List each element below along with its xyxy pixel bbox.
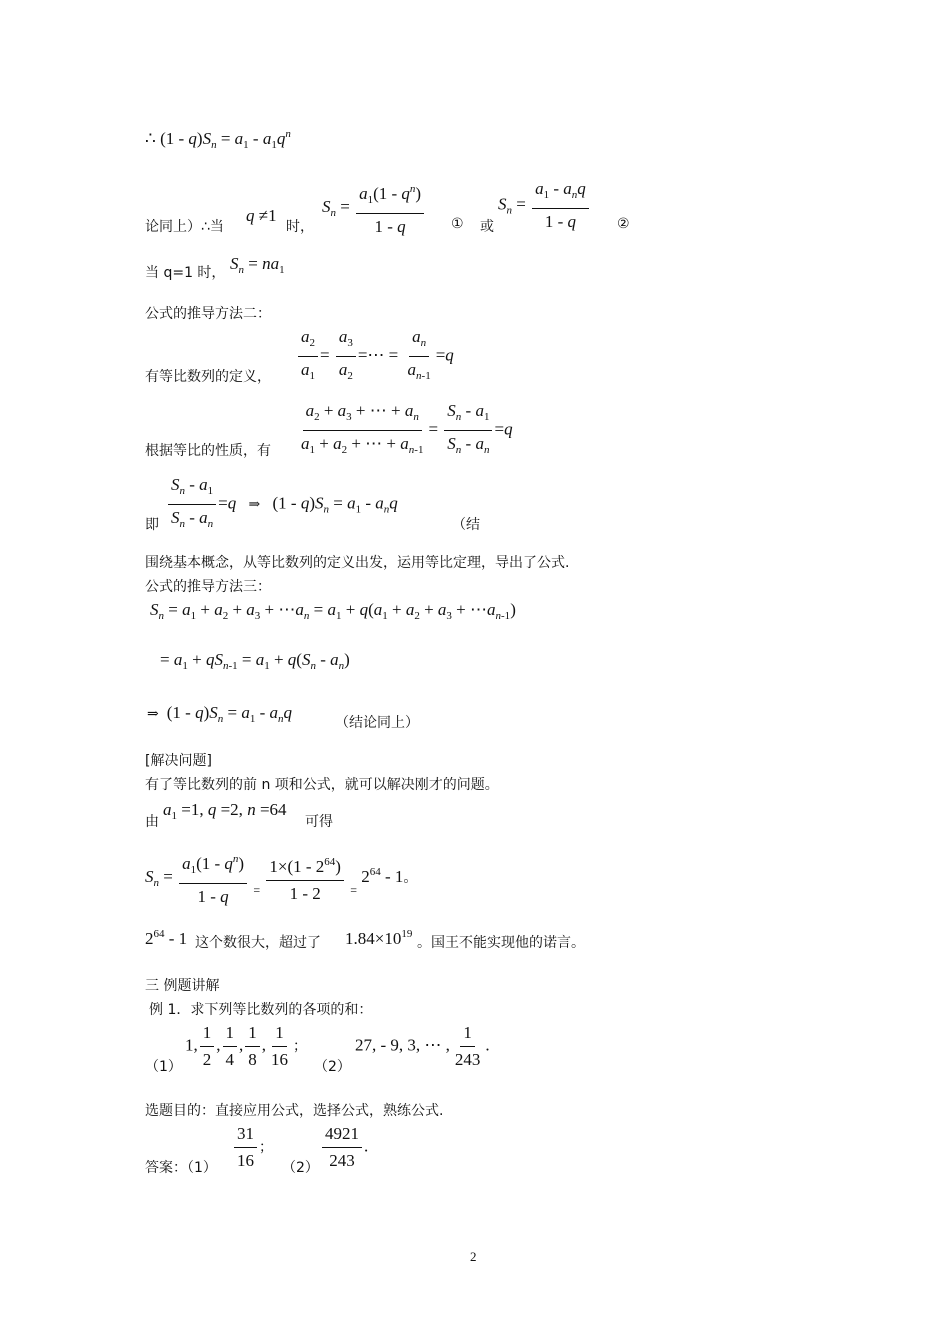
method3-step2-equation: = $a_1 + qS_{n-1} = a_1 + q(S_n - a_n)$ <box>160 650 350 672</box>
example-part2-sequence: 27, - 9, 3, ⋯ , $\frac{1}{243}$ . <box>355 1023 490 1069</box>
solve-text: 有了等比数列的前 n 项和公式，就可以解决刚才的问题。 <box>145 777 499 793</box>
answer-label: 答案：（1） <box>145 1160 217 1176</box>
formula-sum-1: $S_n$ = $\frac{a_1(1 - q^n)}{1 - q}$ <box>322 178 426 238</box>
example-part1-sequence: 1, $\frac{1}{2}$ , $\frac{1}{4}$ , $\frac{1}{8}$ , $\frac{1}{16}$ ； <box>185 1023 307 1069</box>
case-q-eq-1-text: 当 q=1 时， <box>145 265 226 281</box>
method2-result-equation: $\frac{S_n - a_1}{S_n - a_n}$ =q ⇒ $(1 - q)S_n = a_1 - a_nq$ <box>166 474 398 535</box>
formula-sum-1-fraction: $\frac{a_1(1 - q^n)}{1 - q}$ <box>356 178 424 238</box>
section3-title: 三 例题讲解 <box>145 978 220 994</box>
method3-step1-equation: $S_n = a_1 + a_2 + a_3$ + $\cdots a_n = a_1 + q(a_1 + a_2 + a_3$ + $\cdots a_{n-1}$) <box>150 600 516 622</box>
big-number-expression: $2^{64} - 1$ <box>145 928 188 948</box>
or-text: 或 <box>480 219 494 235</box>
ratio-definition-equation: $\frac{a_2}{a_1}$ = $\frac{a_3}{a_2}$ =⋯ = $\frac{a_n}{a_{n-1}}$ =q <box>296 326 454 387</box>
example-part1-label: （1） <box>145 1059 182 1075</box>
big-number-value: $1.84\times 10^{19}$ <box>345 928 413 948</box>
ratio-property-equation: $\frac{a_2 + a_3 + \cdots + a_n}{a_1 + a_2 + \cdots + a_{n-1}}$ = $\frac{S_n - a_1}{S_n - a_n}$ =q <box>301 401 513 456</box>
circle-number-2: ② <box>617 216 630 232</box>
you-text: 由 <box>145 814 159 830</box>
given-values: $a_1 =1$, q =2, n =64 <box>163 800 287 822</box>
page-number: 2 <box>470 1249 477 1264</box>
example-part2-label: （2） <box>314 1059 351 1075</box>
computed-sum-equation: $S_n$ = $\frac{a_1(1 - q^n)}{1 - q}$ $_=$ $\frac{1\times(1 - 2^{64})}{1 - 2}$ $_=$ $2^{64} - 1$。 <box>145 848 417 908</box>
method3-step3-equation: ⇒ $(1 - q)S_n = a_1 - a_nq$ <box>147 703 292 725</box>
method2-property-text: 根据等比的性质，有 <box>145 443 271 459</box>
method2-title: 公式的推导方法二： <box>145 306 271 322</box>
condition-q-ne-1: q ≠1 <box>246 206 277 225</box>
king-text: 。国王不能实现他的诺言。 <box>417 935 585 951</box>
answer-part2-fraction: $\frac{4921}{243}$ . <box>320 1123 368 1172</box>
formula-sum-q1: $S_n = na_1$ <box>230 254 285 276</box>
big-number-text: 这个数很大，超过了 <box>195 935 321 951</box>
formula-sum-2-fraction: $\frac{a_1 - a_nq}{1 - q}$ <box>532 178 589 233</box>
kede-text: 可得 <box>305 814 333 830</box>
case-q-not-1-prefix: 论同上）∴当 <box>145 219 224 235</box>
purpose-text: 选题目的：直接应用公式，选择公式，熟练公式. <box>145 1103 444 1119</box>
formula-sum-2: $S_n$ = $\frac{a_1 - a_nq}{1 - q}$ <box>498 178 591 233</box>
example1-text: 例 1．求下列等比数列的各项的和： <box>149 1002 373 1018</box>
circle-number-1: ① <box>451 216 464 232</box>
answer-part1-fraction: $\frac{31}{16}$ ； <box>232 1123 273 1172</box>
equation-sum-difference: ∴ $(1 - q)S_n = a_1 - a_1q^n$ <box>145 128 291 151</box>
solve-heading: [解决问题] <box>145 753 212 769</box>
method3-title: 公式的推导方法三： <box>145 579 271 595</box>
method2-definition-text: 有等比数列的定义， <box>145 369 271 385</box>
method3-end-note: （结论同上） <box>335 715 419 731</box>
therefore-symbol: ∴ <box>145 129 156 148</box>
method2-conclusion: 围绕基本概念，从等比数列的定义出发，运用等比定理，导出了公式. <box>145 555 570 571</box>
method2-ji: 即 <box>145 517 159 533</box>
answer-part2-label: （2） <box>282 1160 319 1176</box>
method2-tail: （结 <box>452 517 480 533</box>
case-q-not-1-suffix: 时， <box>286 219 314 235</box>
